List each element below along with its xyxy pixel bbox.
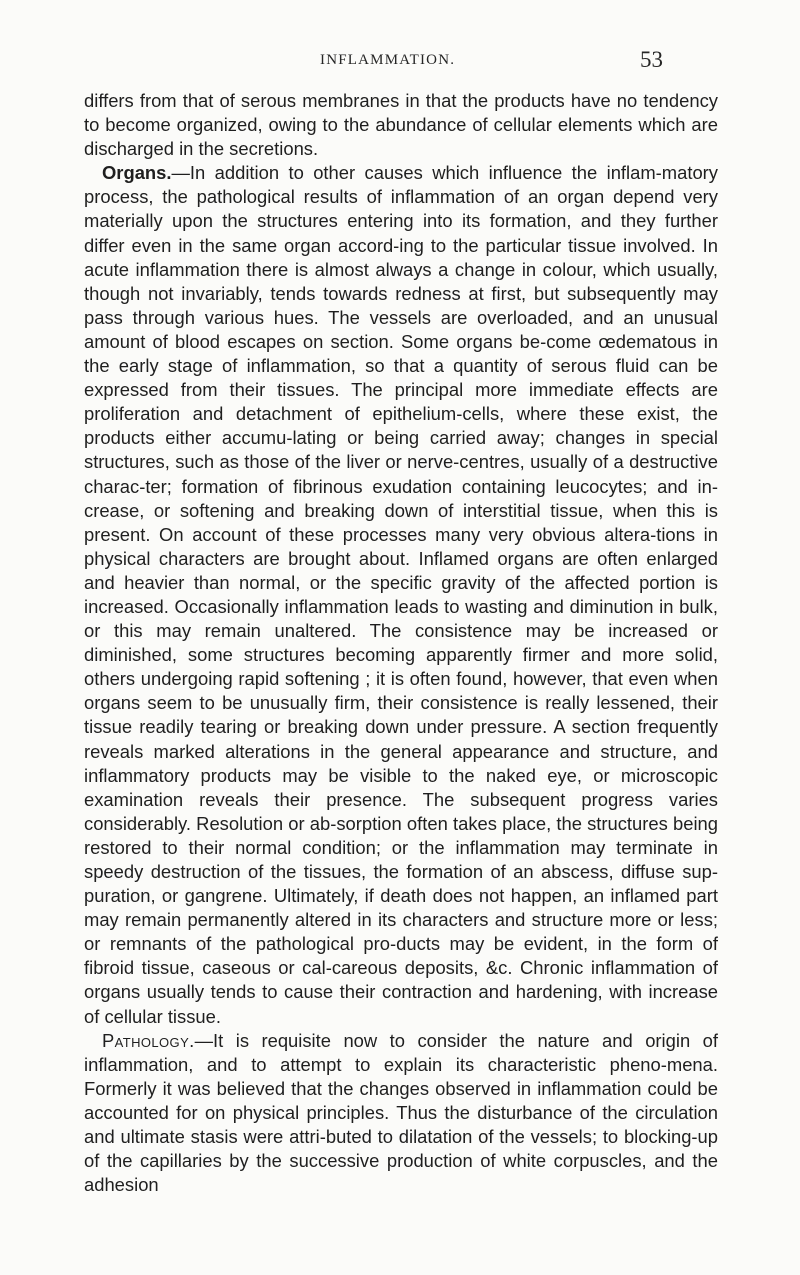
body-text: [84, 89, 718, 1197]
page-number: 53: [640, 47, 663, 72]
paragraph-text: —In addition to other causes which influence the inflam-matory process, the pathological results of inflammation of an organ depend very materially upon the structures entering into its formation, and they further differ even in the same organ accord-ing to the particular tissue involved. In acute inflammation there is almost always a change in colour, which usually, though not invariably, tends towards redness at first, but subsequently may pass through various hues. The vessels are overloaded, and an unusual amount of blood escapes on section. Some organs be-come œdematous in the early stage of inflammation, so that a quantity of serous fluid can be expressed from their tissues. The principal more immediate effects are proliferation and detachment of epithelium-cells, where these exist, the products either accumu-lating or being carried away; changes in special structures, such as those of the liver or nerve-centres, usually of a destructive charac-ter; formation of fibrinous exudation containing leucocytes; and in-crease, or softening and breaking down of interstitial tissue, when this is present. On account of these processes many very obvious altera-tions in physical characters are brought about. Inflamed organs are often enlarged and heavier than normal, or the specific gravity of the affected portion is increased. Occasionally inflammation leads to wasting and diminution in bulk, or this may remain unaltered. The consistence may be increased or diminished, some structures becoming apparently firmer and more solid, others undergoing rapid softening ; it is often found, however, that even when organs seem to be unusually firm, their consistence is really lessened, their tissue readily tearing or breaking down under pressure. A section frequently reveals marked alterations in the general appearance and structure, and inflammatory products may be visible to the naked eye, or microscopic examination reveals their presence. The subsequent progress varies considerably. Resolution or ab-sorption often takes place, the structures being restored to their normal condition; or the inflammation may terminate in speedy destruction of the tissues, the formation of an abscess, diffuse sup-puration, or gangrene. Ultimately, if death does not happen, an inflamed part may remain permanently altered in its characters and structure more or less; or remnants of the pathological pro-ducts may be evident, in the form of fibroid tissue, caseous or cal-careous deposits, &c. Chronic inflammation of organs usually tends to cause their contraction and hardening, with increase of cellular tissue.: [84, 162, 718, 1027]
paragraph-text: —It is requisite now to consider the nature and origin of inflammation, and to attempt to explain its characteristic pheno-mena. Formerly it was believed that the changes observed in inflammation could be accounted for on physical principles. Thus the disturbance of the circulation and ultimate stasis were attri-buted to dilatation of the vessels; to blocking-up of the capillaries by the successive production of white corpuscles, and the adhesion: [84, 1029, 718, 1196]
section-heading-pathology: Pathology.: [102, 1029, 195, 1051]
paragraph-text: differs from that of serous membranes in that the products have no tendency to become organized, owing to the abundance of cellular elements which are discharged in the secretions.: [84, 90, 718, 160]
section-heading-organs: Organs.: [102, 162, 172, 184]
running-title: INFLAMMATION.: [320, 52, 456, 68]
paragraph-continuation: [84, 89, 718, 161]
paragraph-pathology: [84, 1029, 718, 1198]
running-head: [0, 47, 800, 80]
paragraph-organs: [84, 161, 718, 1028]
